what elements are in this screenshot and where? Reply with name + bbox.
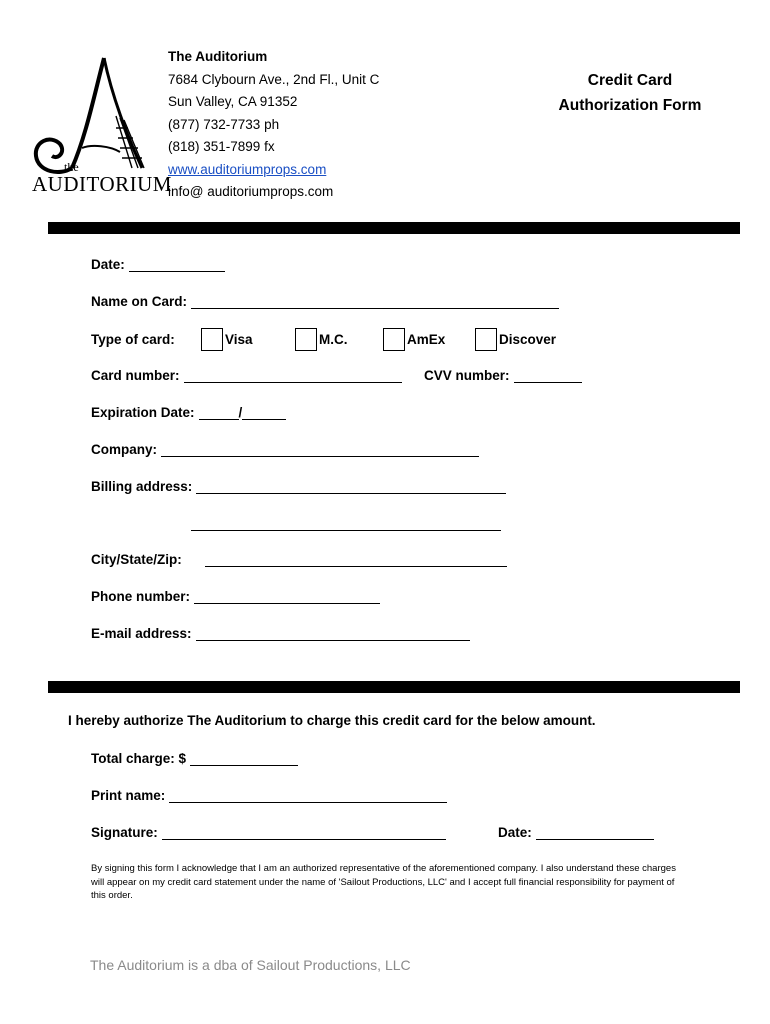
date-label: Date: <box>91 257 125 272</box>
email-address: info@ auditoriumprops.com <box>168 184 334 199</box>
address-line-1: 7684 Clybourn Ave., 2nd Fl., Unit C <box>168 71 380 87</box>
cvv-line[interactable] <box>514 368 582 383</box>
address-line-2: Sun Valley, CA 91352 <box>168 94 298 109</box>
discover-checkbox[interactable] <box>475 328 497 351</box>
card-type-label: Type of card: <box>91 332 175 347</box>
auditorium-logo <box>32 56 172 196</box>
billing-address-label: Billing address: <box>91 479 193 494</box>
print-name-field[interactable] <box>91 788 447 803</box>
signature-field[interactable] <box>91 825 446 840</box>
amex-checkbox[interactable] <box>383 328 405 351</box>
total-charge-field[interactable] <box>91 751 298 766</box>
card-number-line[interactable] <box>184 368 402 383</box>
expiration-field[interactable] <box>91 405 286 420</box>
company-field[interactable] <box>91 442 479 457</box>
cvv-label: CVV number: <box>424 368 510 383</box>
authorization-statement: I hereby authorize The Auditorium to charge this credit card for the below amount. <box>68 713 596 728</box>
card-type-discover[interactable] <box>475 328 556 351</box>
date-field[interactable] <box>91 257 225 272</box>
email-line[interactable] <box>196 626 470 641</box>
email-label: E-mail address: <box>91 626 192 641</box>
visa-checkbox[interactable] <box>201 328 223 351</box>
phone-number: (877) 732-7733 ph <box>168 116 280 132</box>
address-block <box>168 46 379 204</box>
expiration-year-line[interactable] <box>242 405 286 420</box>
amex-label: AmEx <box>407 332 446 347</box>
footer-text: The Auditorium is a dba of Sailout Productions, LLC <box>90 957 411 973</box>
billing-address-line-2-wrap <box>191 516 501 536</box>
expiration-separator: / <box>238 405 243 420</box>
organization-name: The Auditorium <box>168 49 268 64</box>
signature-label: Signature: <box>91 825 158 840</box>
name-on-card-label: Name on Card: <box>91 294 188 309</box>
fax-number: (818) 351-7899 fx <box>168 139 275 154</box>
cvv-field[interactable] <box>424 368 582 383</box>
divider-bottom <box>48 681 740 693</box>
expiration-label: Expiration Date: <box>91 405 195 420</box>
signature-date-field[interactable] <box>498 825 654 840</box>
logo-small-text: the <box>64 160 79 174</box>
visa-label: Visa <box>225 332 253 347</box>
print-name-label: Print name: <box>91 788 166 803</box>
company-line[interactable] <box>161 442 479 457</box>
form-title-line-2: Authorization Form <box>558 97 702 114</box>
print-name-line[interactable] <box>169 788 447 803</box>
signature-line[interactable] <box>162 825 446 840</box>
city-state-zip-line[interactable] <box>205 552 507 567</box>
website-link[interactable]: www.auditoriumprops.com <box>168 161 327 177</box>
divider-top <box>48 222 740 234</box>
name-on-card-field[interactable] <box>91 294 559 309</box>
name-on-card-line[interactable] <box>191 294 559 309</box>
total-charge-label: Total charge: $ <box>91 751 187 766</box>
card-type-mc[interactable] <box>295 328 383 351</box>
card-type-visa[interactable] <box>201 328 295 351</box>
fine-print: By signing this form I acknowledge that I am an authorized representative of the aforementioned company. I also understand these charges will appear on my credit card statement under the name of 'Sailout Productions, LLC' and I accept full financial responsibility for payment of this order. <box>91 863 676 901</box>
form-title <box>545 68 715 118</box>
card-number-label: Card number: <box>91 368 180 383</box>
billing-address-line-1[interactable] <box>196 479 506 494</box>
mc-label: M.C. <box>319 332 348 347</box>
signature-date-line[interactable] <box>536 825 654 840</box>
phone-label: Phone number: <box>91 589 191 604</box>
expiration-month-line[interactable] <box>199 405 239 420</box>
mc-checkbox[interactable] <box>295 328 317 351</box>
date-line[interactable] <box>129 257 225 272</box>
billing-address-field[interactable] <box>91 479 506 494</box>
card-number-field[interactable] <box>91 368 402 383</box>
logo-wordmark: AUDITORIUM <box>32 172 172 196</box>
company-label: Company: <box>91 442 158 457</box>
card-type-row <box>91 328 556 351</box>
email-field[interactable] <box>91 626 470 641</box>
billing-address-line-2[interactable] <box>191 516 501 531</box>
total-charge-line[interactable] <box>190 751 298 766</box>
card-type-amex[interactable] <box>383 328 475 351</box>
phone-field[interactable] <box>91 589 380 604</box>
phone-line[interactable] <box>194 589 380 604</box>
signature-date-label: Date: <box>498 825 532 840</box>
discover-label: Discover <box>499 332 557 347</box>
city-state-zip-field[interactable] <box>91 552 507 567</box>
form-title-line-1: Credit Card <box>587 72 673 89</box>
city-state-zip-label: City/State/Zip: <box>91 552 182 567</box>
